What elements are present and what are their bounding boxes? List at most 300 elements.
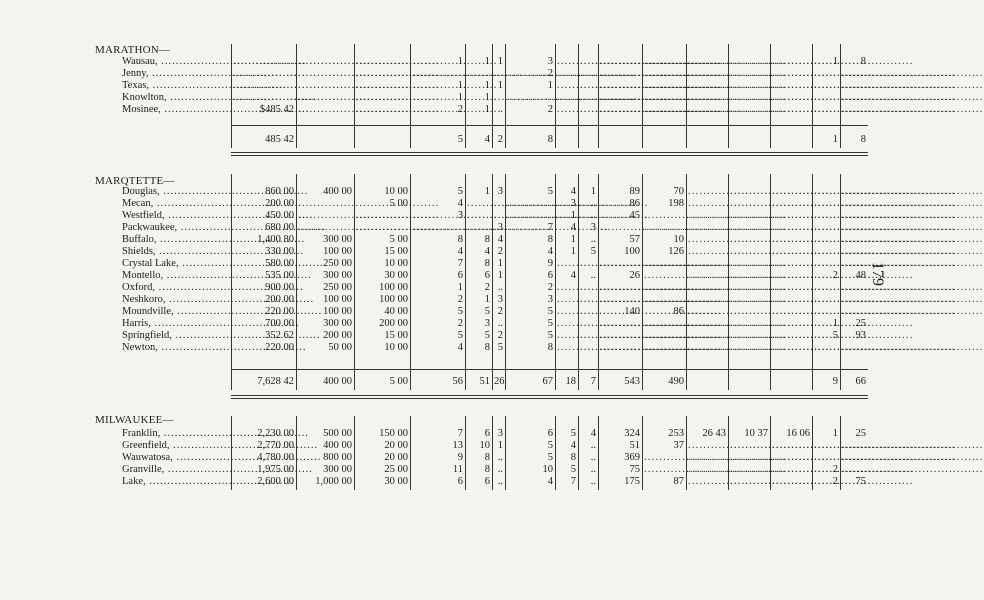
row-label: Newton, ..... bbox=[122, 342, 230, 354]
data-cell bbox=[730, 186, 768, 198]
data-cell bbox=[730, 210, 768, 222]
data-cell bbox=[580, 68, 596, 80]
data-cell bbox=[688, 222, 726, 234]
data-cell: 8 bbox=[484, 464, 490, 475]
data-cell: 3 bbox=[497, 428, 503, 439]
data-cell bbox=[580, 258, 596, 270]
data-cell bbox=[507, 198, 553, 210]
data-cell: 10 00 bbox=[384, 258, 408, 269]
data-cell bbox=[842, 234, 866, 246]
data-cell: 40 00 bbox=[384, 306, 408, 317]
data-cell bbox=[730, 294, 768, 306]
data-cell bbox=[730, 92, 768, 104]
column-rule bbox=[555, 416, 556, 490]
data-cell bbox=[772, 56, 810, 68]
data-cell bbox=[557, 80, 576, 92]
data-cell: 5 bbox=[497, 342, 503, 353]
data-cell bbox=[600, 318, 640, 330]
data-cell bbox=[730, 440, 768, 452]
total-cell bbox=[730, 134, 768, 146]
data-cell: 1 bbox=[832, 56, 838, 67]
data-cell: 10 37 bbox=[744, 428, 768, 439]
data-cell bbox=[600, 342, 640, 354]
data-cell: 5 bbox=[547, 186, 553, 197]
data-cell bbox=[842, 222, 866, 234]
data-cell: 100 00 bbox=[379, 282, 408, 293]
data-cell bbox=[356, 80, 408, 92]
data-cell bbox=[814, 104, 838, 116]
data-cell bbox=[688, 246, 726, 258]
total-cell bbox=[688, 376, 726, 388]
row-label: Jenny, ..... bbox=[122, 68, 230, 80]
data-cell: 500 00 bbox=[323, 428, 352, 439]
data-cell bbox=[600, 92, 640, 104]
data-cell bbox=[644, 258, 684, 270]
row-label: Moundville, ..... bbox=[122, 306, 230, 318]
data-cell bbox=[356, 56, 408, 68]
data-cell bbox=[730, 342, 768, 354]
total-cell: 51 bbox=[479, 376, 490, 387]
data-cell bbox=[772, 476, 810, 488]
data-cell: 6 bbox=[484, 476, 490, 487]
data-cell: $485 42 bbox=[259, 104, 294, 115]
data-cell bbox=[730, 198, 768, 210]
data-cell: 6 bbox=[547, 428, 553, 439]
data-cell: 300 00 bbox=[323, 234, 352, 245]
data-cell bbox=[814, 342, 838, 354]
data-cell bbox=[600, 68, 640, 80]
data-cell bbox=[644, 80, 684, 92]
data-cell: 2 bbox=[547, 282, 553, 293]
section-title: MILWAUKEE— bbox=[95, 414, 174, 426]
data-cell bbox=[730, 452, 768, 464]
total-cell bbox=[580, 134, 596, 146]
data-cell: 1,975 00 bbox=[257, 464, 294, 475]
data-cell bbox=[814, 234, 838, 246]
data-cell bbox=[644, 222, 684, 234]
data-cell: 2 bbox=[832, 464, 838, 475]
data-cell bbox=[772, 68, 810, 80]
data-cell bbox=[600, 104, 640, 116]
data-cell bbox=[730, 464, 768, 476]
data-cell: 175 bbox=[624, 476, 640, 487]
column-rule bbox=[354, 416, 355, 490]
data-cell bbox=[814, 198, 838, 210]
data-cell: 324 bbox=[624, 428, 640, 439]
data-cell: 8 bbox=[484, 452, 490, 463]
data-cell bbox=[842, 68, 866, 80]
data-cell bbox=[772, 306, 810, 318]
row-label: Westfield, ..... bbox=[122, 210, 230, 222]
data-cell: 1 bbox=[570, 234, 576, 245]
data-cell bbox=[814, 294, 838, 306]
data-cell bbox=[412, 222, 463, 234]
total-cell bbox=[688, 134, 726, 146]
data-cell: 800 00 bbox=[323, 452, 352, 463]
data-cell bbox=[644, 318, 684, 330]
data-cell bbox=[580, 330, 596, 342]
data-cell: 51 bbox=[629, 440, 640, 451]
data-cell: 1 bbox=[457, 56, 463, 67]
data-cell bbox=[814, 210, 838, 222]
data-cell bbox=[842, 186, 866, 198]
total-cell: 400 00 bbox=[323, 376, 352, 387]
data-cell: 220 00 bbox=[265, 342, 294, 353]
data-cell bbox=[557, 330, 576, 342]
data-cell: 25 bbox=[855, 318, 866, 329]
total-cell: 4 bbox=[484, 134, 490, 145]
data-cell: 2,230 00 bbox=[257, 428, 294, 439]
data-cell: .. bbox=[590, 210, 596, 221]
data-cell: 1 bbox=[832, 318, 838, 329]
data-cell bbox=[814, 246, 838, 258]
data-cell bbox=[730, 234, 768, 246]
row-label: Montello, ..... bbox=[122, 270, 230, 282]
data-cell bbox=[644, 92, 684, 104]
data-cell bbox=[298, 92, 352, 104]
total-cell: 7 bbox=[590, 376, 596, 387]
data-cell bbox=[467, 68, 490, 80]
data-cell bbox=[688, 56, 726, 68]
data-cell: 10 bbox=[542, 464, 553, 475]
data-cell: 48 bbox=[855, 270, 866, 281]
section-title: MARQTETTE— bbox=[95, 175, 175, 187]
data-cell bbox=[688, 80, 726, 92]
row-label: Granville, ..... bbox=[122, 464, 230, 476]
data-cell bbox=[730, 476, 768, 488]
data-cell: 30 00 bbox=[384, 476, 408, 487]
data-cell bbox=[772, 104, 810, 116]
data-cell: 6 bbox=[457, 476, 463, 487]
data-cell: 8 bbox=[547, 342, 553, 353]
data-cell: 2 bbox=[832, 270, 838, 281]
data-cell: 10 bbox=[673, 234, 684, 245]
row-label: Springfield, ..... bbox=[122, 330, 230, 342]
data-cell: 1 bbox=[497, 56, 503, 67]
data-cell bbox=[356, 68, 408, 80]
data-cell bbox=[600, 258, 640, 270]
data-cell: 5 bbox=[547, 306, 553, 317]
data-cell: 400 00 bbox=[323, 186, 352, 197]
data-cell bbox=[814, 306, 838, 318]
data-cell bbox=[600, 80, 640, 92]
total-cell bbox=[298, 134, 352, 146]
data-cell bbox=[772, 452, 810, 464]
data-cell: 2,600 00 bbox=[257, 476, 294, 487]
row-label: Knowlton, ..... bbox=[122, 92, 230, 104]
data-cell bbox=[772, 270, 810, 282]
data-cell bbox=[688, 186, 726, 198]
row-label: Oxford, ..... bbox=[122, 282, 230, 294]
data-cell: 700 00 bbox=[265, 318, 294, 329]
data-cell: 7 bbox=[547, 222, 553, 233]
data-cell bbox=[688, 210, 726, 222]
data-cell: 10 bbox=[479, 440, 490, 451]
data-cell: 13 bbox=[452, 440, 463, 451]
data-cell bbox=[557, 258, 576, 270]
data-cell bbox=[688, 330, 726, 342]
data-cell bbox=[557, 282, 576, 294]
data-cell bbox=[814, 186, 838, 198]
data-cell bbox=[772, 234, 810, 246]
total-cell: 67 bbox=[542, 376, 553, 387]
data-cell bbox=[298, 198, 352, 210]
data-cell: 4 bbox=[547, 476, 553, 487]
data-cell: 126 bbox=[668, 246, 684, 257]
data-cell: 70 bbox=[673, 186, 684, 197]
data-cell: 8 bbox=[547, 234, 553, 245]
data-cell: 4 bbox=[570, 270, 576, 281]
data-cell bbox=[467, 210, 490, 222]
data-cell bbox=[233, 92, 294, 104]
data-cell: 5 bbox=[484, 330, 490, 341]
data-cell: 6 bbox=[457, 270, 463, 281]
data-cell: 16 06 bbox=[786, 428, 810, 439]
data-cell: 6 bbox=[547, 270, 553, 281]
data-cell: 25 00 bbox=[384, 464, 408, 475]
data-cell bbox=[842, 306, 866, 318]
total-cell bbox=[600, 134, 640, 146]
total-cell: 7,628 42 bbox=[257, 376, 294, 387]
data-cell bbox=[644, 270, 684, 282]
total-cell bbox=[557, 134, 576, 146]
data-cell bbox=[730, 80, 768, 92]
data-cell: 300 00 bbox=[323, 318, 352, 329]
total-cell: 8 bbox=[860, 134, 866, 145]
data-cell: 3 bbox=[590, 222, 596, 233]
data-cell: 5 bbox=[457, 306, 463, 317]
data-cell: 1 bbox=[457, 282, 463, 293]
data-cell: .. bbox=[590, 476, 596, 487]
data-cell: 3 bbox=[484, 318, 490, 329]
data-cell: 1 bbox=[497, 270, 503, 281]
data-cell bbox=[688, 342, 726, 354]
data-cell bbox=[298, 56, 352, 68]
data-cell: .. bbox=[590, 198, 596, 209]
row-label: Wausau, ..... bbox=[122, 56, 230, 68]
data-cell: 10 00 bbox=[384, 342, 408, 353]
data-cell: 250 00 bbox=[323, 282, 352, 293]
column-rule bbox=[505, 416, 506, 490]
data-cell: 15 00 bbox=[384, 246, 408, 257]
data-cell bbox=[600, 294, 640, 306]
data-cell bbox=[842, 294, 866, 306]
data-cell: 1 bbox=[457, 92, 463, 103]
total-cell bbox=[356, 134, 408, 146]
data-cell bbox=[688, 476, 726, 488]
data-cell bbox=[730, 330, 768, 342]
data-cell bbox=[298, 80, 352, 92]
data-cell: 352 62 bbox=[265, 330, 294, 341]
data-cell bbox=[600, 56, 640, 68]
data-cell: 5 bbox=[547, 452, 553, 463]
data-cell: 4 bbox=[547, 246, 553, 257]
data-cell bbox=[772, 294, 810, 306]
total-cell: 26 bbox=[494, 376, 505, 387]
data-cell: 369 bbox=[624, 452, 640, 463]
data-cell: 198 bbox=[668, 198, 684, 209]
data-cell bbox=[507, 92, 553, 104]
data-cell: 8 bbox=[860, 56, 866, 67]
data-cell: 1 bbox=[590, 186, 596, 197]
total-cell: 485 42 bbox=[265, 134, 294, 145]
data-cell bbox=[730, 68, 768, 80]
data-cell: 45 bbox=[629, 210, 640, 221]
row-label: Mosinee, ..... bbox=[122, 104, 230, 116]
data-cell: 220 00 bbox=[265, 306, 294, 317]
data-cell bbox=[772, 92, 810, 104]
data-cell bbox=[557, 92, 576, 104]
data-cell bbox=[772, 80, 810, 92]
data-cell: 2 bbox=[457, 294, 463, 305]
data-cell bbox=[842, 246, 866, 258]
data-cell bbox=[580, 294, 596, 306]
data-cell bbox=[600, 282, 640, 294]
data-cell bbox=[580, 306, 596, 318]
data-cell bbox=[772, 330, 810, 342]
total-cell: 9 bbox=[832, 376, 838, 387]
data-cell bbox=[772, 342, 810, 354]
data-cell: 7 bbox=[457, 428, 463, 439]
data-cell: 10 00 bbox=[384, 186, 408, 197]
data-cell: 5 bbox=[547, 318, 553, 329]
data-cell: 2 bbox=[497, 246, 503, 257]
row-label: Franklin, ..... bbox=[122, 428, 230, 440]
total-cell: 2 bbox=[497, 134, 503, 145]
data-cell bbox=[814, 282, 838, 294]
data-cell bbox=[814, 452, 838, 464]
data-cell: .. bbox=[497, 104, 503, 115]
row-label: Texas, ..... bbox=[122, 80, 230, 92]
data-cell bbox=[298, 104, 352, 116]
data-cell: 6 bbox=[484, 270, 490, 281]
section-title: MARATHON— bbox=[95, 44, 171, 56]
data-cell bbox=[772, 282, 810, 294]
data-cell bbox=[644, 68, 684, 80]
data-cell: 25 bbox=[855, 428, 866, 439]
data-cell: .. bbox=[590, 452, 596, 463]
data-cell: 4 bbox=[457, 198, 463, 209]
data-cell bbox=[772, 318, 810, 330]
data-cell bbox=[814, 68, 838, 80]
data-cell: 5 bbox=[547, 440, 553, 451]
data-cell: 3 bbox=[570, 198, 576, 209]
data-cell bbox=[580, 282, 596, 294]
data-cell bbox=[233, 80, 294, 92]
data-cell: 5 bbox=[570, 428, 576, 439]
data-cell bbox=[688, 68, 726, 80]
data-cell: 150 00 bbox=[379, 428, 408, 439]
data-cell: 4 bbox=[497, 234, 503, 245]
data-cell bbox=[814, 440, 838, 452]
data-cell: 4 bbox=[590, 428, 596, 439]
data-cell bbox=[842, 452, 866, 464]
data-cell: .. bbox=[590, 440, 596, 451]
data-cell: 5 bbox=[547, 330, 553, 341]
data-cell bbox=[233, 68, 294, 80]
total-cell: 66 bbox=[855, 376, 866, 387]
data-cell: 4 bbox=[484, 246, 490, 257]
row-label: Mecan, ..... bbox=[122, 198, 230, 210]
data-cell bbox=[557, 68, 576, 80]
data-cell: 26 43 bbox=[702, 428, 726, 439]
total-cell: 490 bbox=[668, 376, 684, 387]
data-cell: .. bbox=[497, 318, 503, 329]
data-cell bbox=[842, 104, 866, 116]
data-cell bbox=[842, 440, 866, 452]
data-cell bbox=[298, 68, 352, 80]
row-label: Packwaukee, ..... bbox=[122, 222, 230, 234]
data-cell bbox=[772, 258, 810, 270]
data-cell: 100 bbox=[624, 246, 640, 257]
data-cell: 2 bbox=[457, 318, 463, 329]
data-cell bbox=[580, 80, 596, 92]
data-cell: 5 bbox=[484, 306, 490, 317]
column-rule bbox=[642, 416, 643, 490]
data-cell bbox=[494, 68, 503, 80]
data-cell bbox=[688, 306, 726, 318]
data-cell bbox=[356, 104, 408, 116]
data-cell: 5 00 bbox=[389, 234, 408, 245]
data-cell: .. bbox=[590, 464, 596, 475]
total-cell: 5 bbox=[457, 134, 463, 145]
data-cell bbox=[600, 222, 640, 234]
data-cell bbox=[814, 258, 838, 270]
data-cell: 300 00 bbox=[323, 270, 352, 281]
data-cell: 140 bbox=[624, 306, 640, 317]
data-cell bbox=[688, 104, 726, 116]
data-cell bbox=[842, 92, 866, 104]
data-cell bbox=[507, 210, 553, 222]
data-cell: 93 bbox=[855, 330, 866, 341]
data-cell bbox=[814, 92, 838, 104]
data-cell: 6 bbox=[484, 428, 490, 439]
data-cell: 4 bbox=[457, 342, 463, 353]
data-cell bbox=[644, 342, 684, 354]
data-cell: 200 00 bbox=[265, 198, 294, 209]
data-cell: 5 bbox=[590, 246, 596, 257]
data-cell: 450 00 bbox=[265, 210, 294, 221]
data-cell: 4,780 00 bbox=[257, 452, 294, 463]
data-cell: 75 bbox=[629, 464, 640, 475]
data-cell: .. bbox=[497, 452, 503, 463]
data-cell bbox=[644, 210, 684, 222]
data-cell bbox=[688, 92, 726, 104]
page-number: 179 bbox=[869, 262, 886, 286]
data-cell: 8 bbox=[570, 452, 576, 463]
data-cell bbox=[494, 198, 503, 210]
row-label: Wauwatosa, ..... bbox=[122, 452, 230, 464]
data-cell: 4 bbox=[570, 440, 576, 451]
data-cell: 8 bbox=[457, 234, 463, 245]
data-cell: 7 bbox=[457, 258, 463, 269]
data-cell: .. bbox=[497, 476, 503, 487]
data-cell: 900 00 bbox=[265, 282, 294, 293]
data-cell: 1 bbox=[570, 246, 576, 257]
data-cell bbox=[600, 330, 640, 342]
data-cell bbox=[644, 330, 684, 342]
data-cell: 26 bbox=[629, 270, 640, 281]
total-cell: 5 00 bbox=[389, 376, 408, 387]
data-cell bbox=[644, 452, 684, 464]
row-label: Douglas, ..... bbox=[122, 186, 230, 198]
data-cell: 20 00 bbox=[384, 440, 408, 451]
data-cell: 75 bbox=[855, 476, 866, 487]
data-cell: 11 bbox=[452, 464, 463, 475]
row-label: Lake, ..... bbox=[122, 476, 230, 488]
data-cell: 87 bbox=[673, 476, 684, 487]
data-cell: 535 00 bbox=[265, 270, 294, 281]
